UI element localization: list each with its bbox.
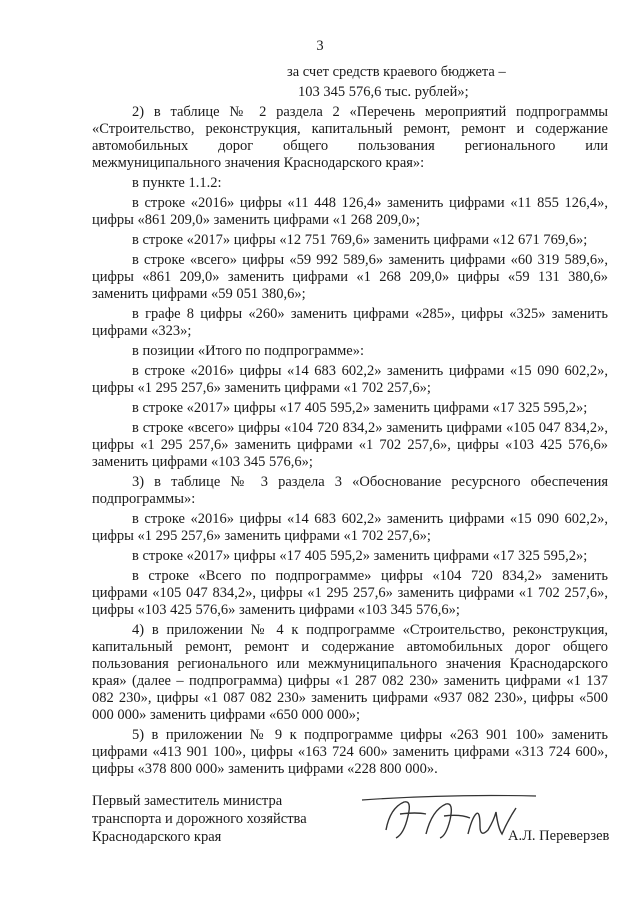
signature-position bbox=[92, 792, 307, 846]
paragraph-row-2017: в строке «2017» цифры «12 751 769,6» заменить цифрами «12 671 769,6»; bbox=[132, 232, 588, 248]
paragraph-total-all: в строке «всего» цифры «104 720 834,2» заменить цифрами «105 047 834,2», цифры «1 295 257,6» заменить цифрами «1 702 257,6», цифры «103 425 576,6» заменить цифрами «103 345 576,6»; bbox=[92, 420, 608, 470]
signature-name: А.Л. Переверзев bbox=[508, 828, 610, 844]
paragraph-position-total: в позиции «Итого по подпрограмме»: bbox=[132, 343, 365, 359]
paragraph-total-2016: в строке «2016» цифры «14 683 602,2» заменить цифрами «15 090 602,2», цифры «1 295 257,6» заменить цифрами «1 702 257,6»; bbox=[92, 363, 608, 396]
paragraph-budget-amount: 103 345 576,6 тыс. рублей»; bbox=[298, 84, 469, 100]
paragraph-row-2016: в строке «2016» цифры «11 448 126,4» заменить цифрами «11 855 126,4», цифры «861 209,0» заменить цифрами «1 268 209,0»; bbox=[92, 195, 608, 228]
paragraph-total-2017: в строке «2017» цифры «17 405 595,2» заменить цифрами «17 325 595,2»; bbox=[132, 400, 588, 416]
paragraph-t3-2017: в строке «2017» цифры «17 405 595,2» заменить цифрами «17 325 595,2»; bbox=[132, 548, 588, 564]
document-body bbox=[92, 64, 608, 781]
page-number: 3 bbox=[316, 38, 324, 54]
paragraph-t3-2016: в строке «2016» цифры «14 683 602,2» заменить цифрами «15 090 602,2», цифры «1 295 257,6» заменить цифрами «1 702 257,6»; bbox=[92, 511, 608, 544]
signature-position-line2: транспорта и дорожного хозяйства bbox=[92, 811, 307, 827]
paragraph-budget-line: за счет средств краевого бюджета – bbox=[287, 64, 506, 80]
paragraph-t3-total: в строке «Всего по подпрограмме» цифры «104 720 834,2» заменить цифрами «105 047 834,2», цифры «1 295 257,6» заменить цифрами «1 702 257,6», цифры «103 425 576,6» заменить цифрами «103 345 576,6»; bbox=[92, 568, 608, 618]
paragraph-item-4: 4) в приложении № 4 к подпрограмме «Строительство, реконструкция, капитальный ремонт, ремонт и содержание автомобильных дорог общего пользования регионального или межмуниципального значения Краснодарского края» (далее – подпрограмма) цифры «1 287 082 230» заменить цифрами «1 137 082 230», цифры «1 087 082 230» заменить цифрами «937 082 230», цифры «500 000 000» заменить цифрами «650 000 000»; bbox=[92, 622, 608, 723]
paragraph-row-total: в строке «всего» цифры «59 992 589,6» заменить цифрами «60 319 589,6», цифры «861 209,0» заменить цифрами «1 268 209,0» цифры «59 131 380,6» заменить цифрами «59 051 380,6»; bbox=[92, 252, 608, 302]
paragraph-item-3: 3) в таблице № 3 раздела 3 «Обоснование ресурсного обеспечения подпрограммы»: bbox=[92, 474, 608, 507]
paragraph-column-8: в графе 8 цифры «260» заменить цифрами «285», цифры «325» заменить цифрами «323»; bbox=[92, 306, 608, 339]
paragraph-point-1-1-2: в пункте 1.1.2: bbox=[132, 175, 222, 191]
paragraph-item-2: 2) в таблице № 2 раздела 2 «Перечень мероприятий подпрограммы «Строительство, реконструкция, капитальный ремонт, ремонт и содержание автомобильных дорог общего пользования регионального или межмуниципального значения Краснодарского края»: bbox=[92, 104, 608, 171]
signature-position-line3: Краснодарского края bbox=[92, 829, 222, 845]
paragraph-item-5: 5) в приложении № 9 к подпрограмме цифры «263 901 100» заменить цифрами «413 901 100», цифры «163 724 600» заменить цифрами «313 724 600», цифры «378 800 000» заменить цифрами «228 800 000». bbox=[92, 727, 608, 777]
signature-position-line1: Первый заместитель министра bbox=[92, 793, 283, 809]
